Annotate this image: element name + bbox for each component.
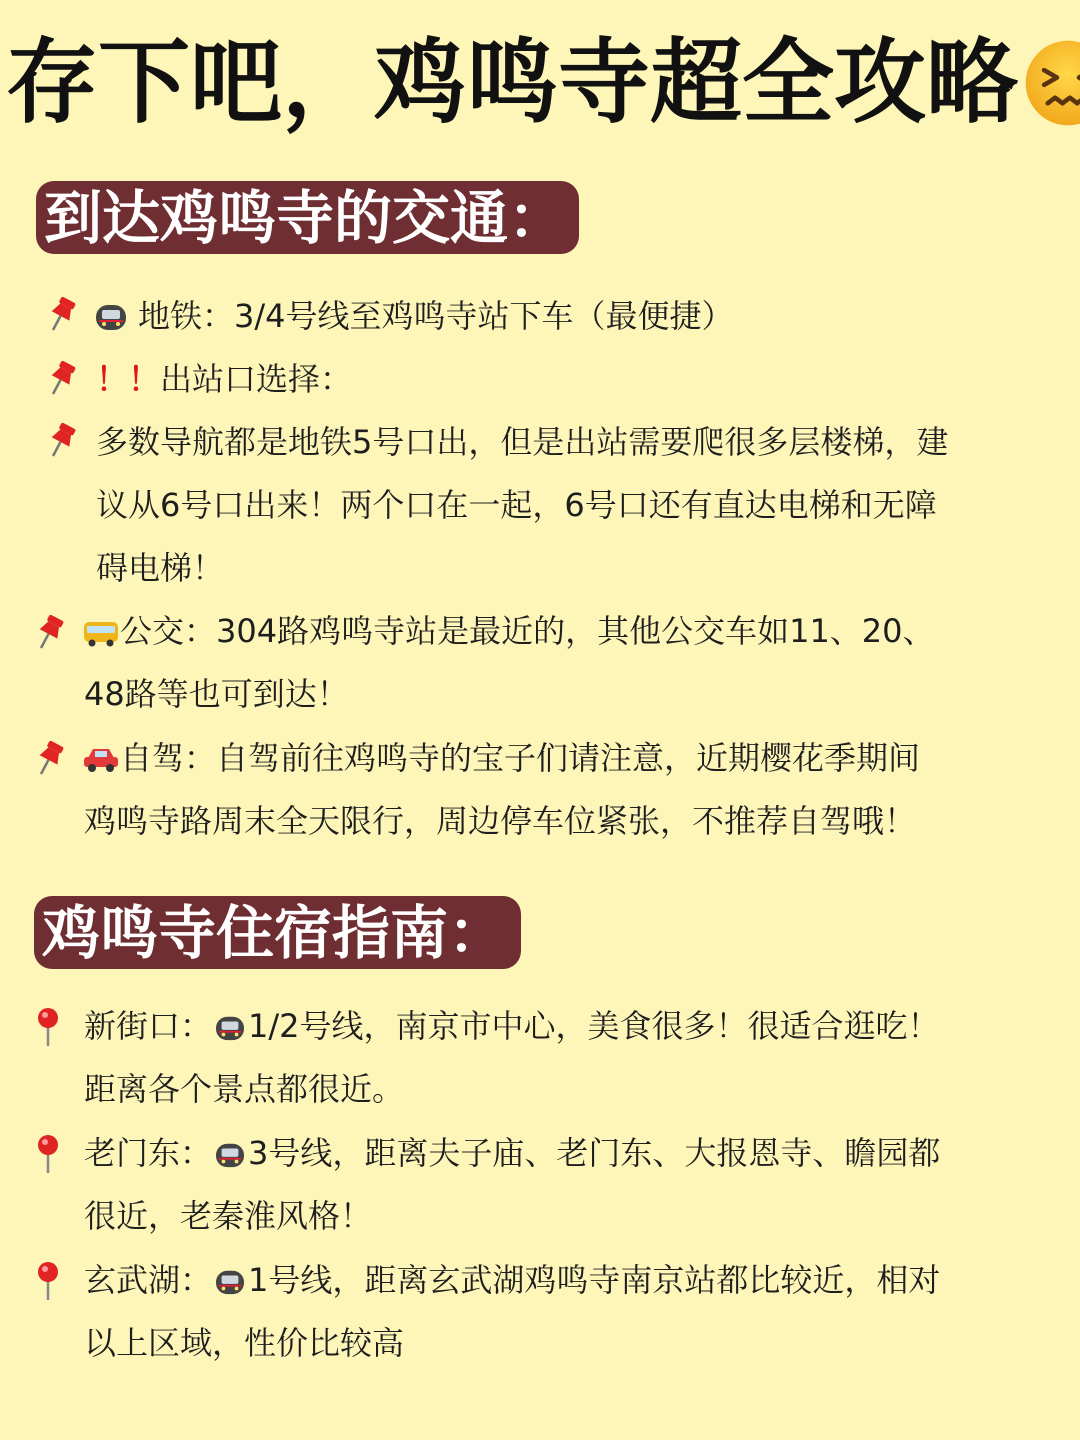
- page-title: [6, 24, 1080, 142]
- lodging-xuanwuhu-label: 玄武湖：: [84, 1261, 213, 1299]
- exclamation-icon: ！！: [96, 360, 161, 398]
- lodging-section-header: [34, 896, 521, 969]
- exit-choice-row: [96, 348, 352, 411]
- lodging-xuanwuhu-text-1: 1号线，距离玄武湖鸡鸣寺南京站都比较近，相对: [248, 1261, 941, 1299]
- lodging-xinjiekou-text-2: 距离各个景点都很近。: [84, 1070, 405, 1108]
- exit-detail-line-1: 多数导航都是地铁5号口出，但是出站需要爬很多层楼梯，建: [96, 423, 949, 461]
- transport-metro-line: 地铁：3/4号线至鸡鸣寺站下车（最便捷）: [138, 297, 734, 335]
- round-pushpin-icon: [34, 1006, 62, 1048]
- exit-detail-line-3: 碍电梯！: [96, 549, 225, 587]
- round-pushpin-icon: [34, 1133, 62, 1175]
- metro-icon: [214, 1014, 246, 1042]
- pushpin-icon: [44, 422, 78, 460]
- transport-section-title: 到达鸡鸣寺的交通：: [44, 183, 567, 252]
- pushpin-icon: [44, 296, 78, 334]
- metro-icon: [94, 302, 128, 332]
- lodging-laomendong-text-1: 3号线，距离夫子庙、老门东、大报恩寺、瞻园都: [248, 1134, 941, 1172]
- transport-car-line-2: 鸡鸣寺路周末全天限行，周边停车位紧张，不推荐自驾哦！: [84, 802, 917, 840]
- transport-bus-line-1: 公交：304路鸡鸣寺站是最近的，其他公交车如11、20、: [120, 612, 935, 650]
- lodging-xinjiekou-text-1: 1/2号线，南京市中心，美食很多！很适合逛吃！: [248, 1007, 940, 1045]
- round-pushpin-icon: [34, 1260, 62, 1302]
- lodging-laomendong-row: [84, 1122, 940, 1185]
- bus-icon: [82, 618, 120, 648]
- transport-section-header: [36, 181, 579, 254]
- pushpin-icon: [32, 614, 66, 652]
- car-icon: [82, 744, 120, 774]
- lodging-xinjiekou-label: 新街口：: [84, 1007, 213, 1045]
- transport-bus-line-2: 48路等也可到达！: [84, 675, 349, 713]
- exit-choice-text: 出站口选择：: [160, 360, 353, 398]
- lodging-laomendong-text-2: 很近，老秦淮风格！: [84, 1197, 373, 1235]
- lodging-xuanwuhu-row: [84, 1249, 940, 1312]
- lodging-section-title: 鸡鸣寺住宿指南：: [42, 898, 507, 967]
- pushpin-icon: [32, 740, 66, 778]
- lodging-laomendong-label: 老门东：: [84, 1134, 213, 1172]
- pushpin-icon: [44, 360, 78, 398]
- page-title-text: 存下吧，鸡鸣寺超全攻略: [6, 29, 1019, 136]
- transport-car-line-1: 自驾：自驾前往鸡鸣寺的宝子们请注意，近期樱花季期间: [120, 739, 921, 777]
- lodging-xuanwuhu-text-2: 以上区域，性价比较高: [84, 1324, 405, 1362]
- metro-icon: [214, 1268, 246, 1296]
- exit-detail-line-2: 议从6号口出来！两个口在一起，6号口还有直达电梯和无障: [96, 486, 937, 524]
- lodging-xinjiekou-row: [84, 995, 940, 1058]
- confounded-face-icon: [1022, 37, 1080, 129]
- metro-icon: [214, 1141, 246, 1169]
